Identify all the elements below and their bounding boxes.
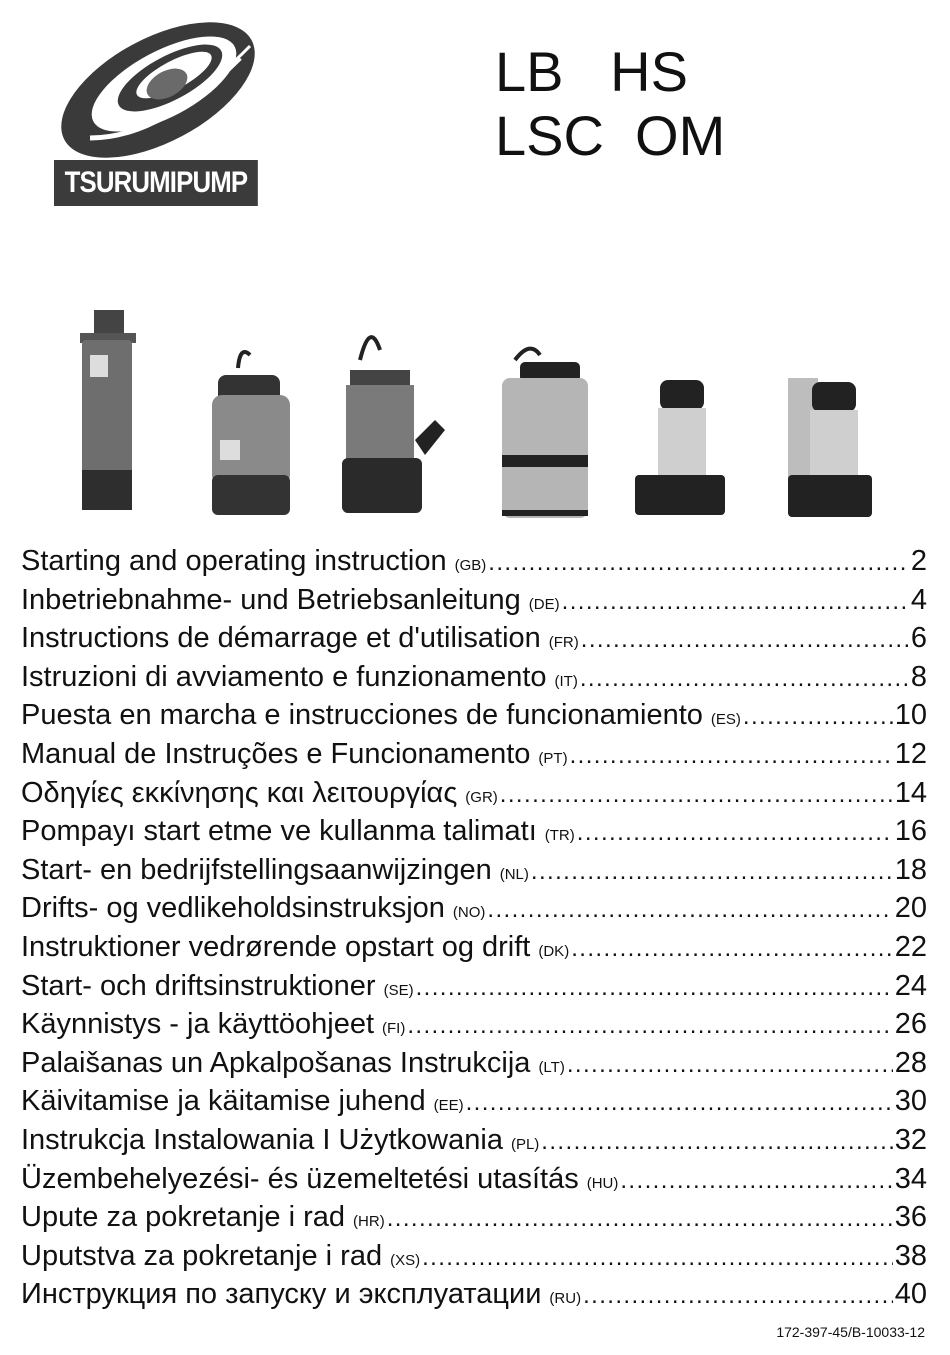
toc-entry-page: 28 [894, 1046, 927, 1079]
brand-wordmark: TSURUMIPUMP [54, 160, 258, 206]
toc-entry-language-code: (LT) [538, 1058, 565, 1076]
model-title [495, 40, 725, 168]
toc-entry-title: Puesta en marcha e instrucciones de funcionamiento [21, 699, 703, 732]
toc-dot-leader [422, 1244, 893, 1272]
toc-entry-page: 34 [894, 1162, 927, 1195]
toc-entry-language-code: (GB) [454, 557, 487, 574]
toc-entry-pl[interactable] [21, 1124, 927, 1163]
toc-dot-leader [407, 1012, 892, 1040]
toc-entry-title: Instrukcja Instalowania I Użytkowania [21, 1123, 503, 1156]
toc-entry-language-code: (IT) [554, 672, 578, 690]
toc-dot-leader [580, 665, 909, 693]
toc-entry-page: 24 [894, 969, 927, 1002]
toc-entry-language-code: (HU) [586, 1174, 619, 1192]
toc-entry-lt[interactable] [21, 1047, 927, 1086]
toc-entry-ru[interactable] [21, 1278, 927, 1317]
toc-entry-language-code: (TR) [544, 827, 575, 845]
toc-entry-title: Start- en bedrijfstellingsaanwijzingen [21, 853, 492, 886]
toc-entry-language-code: (DK) [538, 942, 570, 960]
toc-dot-leader [581, 626, 909, 654]
toc-dot-leader [500, 781, 893, 809]
toc-entry-es[interactable] [21, 699, 927, 738]
toc-dot-leader [487, 896, 892, 924]
toc-entry-fr[interactable] [21, 622, 927, 661]
toc-dot-leader [583, 1282, 893, 1310]
model-title-line-2: LSC OM [495, 104, 726, 167]
toc-entry-title: Instructions de démarrage et d'utilisation [21, 622, 541, 655]
toc-dot-leader [562, 588, 909, 616]
toc-entry-se[interactable] [21, 970, 927, 1009]
toc-dot-leader [743, 703, 893, 731]
toc-entry-page: 36 [894, 1201, 927, 1234]
toc-entry-title: Drifts- og vedlikeholdsinstruksjon [21, 892, 445, 925]
toc-entry-language-code: (FI) [382, 1020, 406, 1038]
lsc-pump-image [502, 349, 588, 518]
toc-entry-page: 4 [910, 583, 927, 616]
toc-entry-de[interactable] [21, 584, 927, 623]
toc-entry-page: 26 [894, 1008, 927, 1041]
toc-entry-page: 20 [894, 892, 927, 925]
toc-entry-language-code: (EE) [433, 1097, 464, 1115]
toc-entry-page: 16 [894, 815, 927, 848]
om-pump-image [635, 380, 725, 515]
toc-entry-title: Start- och driftsinstruktioner [21, 969, 376, 1002]
toc-dot-leader [541, 1128, 892, 1156]
toc-entry-title: Inbetriebnahme- und Betriebsanleitung [21, 583, 521, 616]
toc-entry-tr[interactable] [21, 815, 927, 854]
toc-entry-language-code: (PT) [538, 749, 568, 767]
product-images [60, 300, 890, 525]
toc-entry-hu[interactable] [21, 1163, 927, 1202]
toc-entry-page: 22 [894, 930, 927, 963]
toc-dot-leader [577, 819, 893, 847]
toc-entry-page: 18 [894, 853, 927, 886]
toc-entry-page: 14 [894, 776, 927, 809]
toc-entry-language-code: (ES) [710, 711, 741, 729]
table-of-contents [21, 545, 927, 1317]
toc-entry-title: Käivitamise ja käitamise juhend [21, 1085, 426, 1118]
toc-entry-language-code: (RU) [549, 1290, 582, 1308]
toc-dot-leader [416, 974, 893, 1002]
toc-entry-language-code: (DE) [528, 595, 560, 613]
toc-entry-page: 30 [894, 1085, 927, 1118]
toc-entry-title: Инструкция по запуску и эксплуатации [21, 1278, 542, 1311]
toc-entry-title: Οδηγίες εκκίνησης και λειτουργίας [21, 776, 458, 809]
toc-dot-leader [488, 549, 909, 577]
tall-cylindrical-pump-image [80, 310, 136, 510]
lb-drainage-pump-image [212, 352, 290, 515]
toc-entry-gb[interactable] [21, 545, 927, 584]
toc-entry-page: 6 [910, 622, 927, 655]
toc-entry-title: Upute za pokretanje i rad [21, 1201, 346, 1234]
om-pump-with-float-image [788, 378, 872, 517]
toc-entry-page: 12 [894, 737, 927, 770]
toc-entry-page: 38 [894, 1239, 927, 1272]
toc-entry-ee[interactable] [21, 1085, 927, 1124]
toc-entry-language-code: (SE) [383, 981, 414, 999]
toc-entry-hr[interactable] [21, 1201, 927, 1240]
toc-entry-xs[interactable] [21, 1240, 927, 1279]
toc-entry-page: 8 [910, 660, 927, 693]
toc-dot-leader [387, 1205, 893, 1233]
toc-entry-fi[interactable] [21, 1008, 927, 1047]
swirl-disc-icon [50, 18, 265, 168]
toc-entry-title: Üzembehelyezési- és üzemeltetési utasítás [21, 1162, 579, 1195]
toc-entry-it[interactable] [21, 661, 927, 700]
toc-entry-language-code: (PL) [510, 1135, 540, 1153]
toc-entry-language-code: (NO) [452, 904, 486, 922]
document-number: 172-397-45/B-10033-12 [776, 1324, 925, 1340]
toc-dot-leader [620, 1167, 892, 1195]
toc-entry-pt[interactable] [21, 738, 927, 777]
toc-entry-title: Manual de Instruções e Funcionamento [21, 737, 531, 770]
toc-entry-title: Pompayı start etme ve kullanma talimatı [21, 815, 537, 848]
toc-dot-leader [570, 742, 893, 770]
toc-entry-language-code: (GR) [465, 788, 498, 806]
toc-entry-gr[interactable] [21, 777, 927, 816]
hs-pump-with-elbow-image [342, 337, 445, 513]
toc-dot-leader [531, 858, 893, 886]
toc-entry-title: Istruzioni di avviamento e funzionamento [21, 660, 547, 693]
toc-dot-leader [567, 1051, 893, 1079]
toc-entry-page: 2 [910, 545, 927, 577]
toc-entry-language-code: (HR) [353, 1213, 385, 1231]
toc-dot-leader [466, 1089, 893, 1117]
toc-entry-language-code: (FR) [548, 634, 579, 652]
toc-entry-title: Uputstva za pokretanje i rad [21, 1239, 383, 1272]
toc-entry-no[interactable] [21, 892, 927, 931]
toc-entry-title: Starting and operating instruction [21, 545, 447, 577]
toc-entry-title: Instruktioner vedrørende opstart og drift [21, 930, 531, 963]
toc-entry-dk[interactable] [21, 931, 927, 970]
toc-entry-page: 40 [894, 1278, 927, 1311]
toc-dot-leader [571, 935, 893, 963]
toc-entry-page: 10 [894, 699, 927, 732]
toc-entry-title: Käynnistys - ja käyttöohjeet [21, 1008, 375, 1041]
toc-entry-nl[interactable] [21, 854, 927, 893]
toc-entry-page: 32 [894, 1123, 927, 1156]
toc-entry-title: Palaišanas un Apkalpošanas Instrukcija [21, 1046, 531, 1079]
model-title-line-1: LB HS [495, 40, 688, 103]
toc-entry-language-code: (NL) [499, 865, 529, 883]
toc-entry-language-code: (XS) [390, 1251, 421, 1269]
